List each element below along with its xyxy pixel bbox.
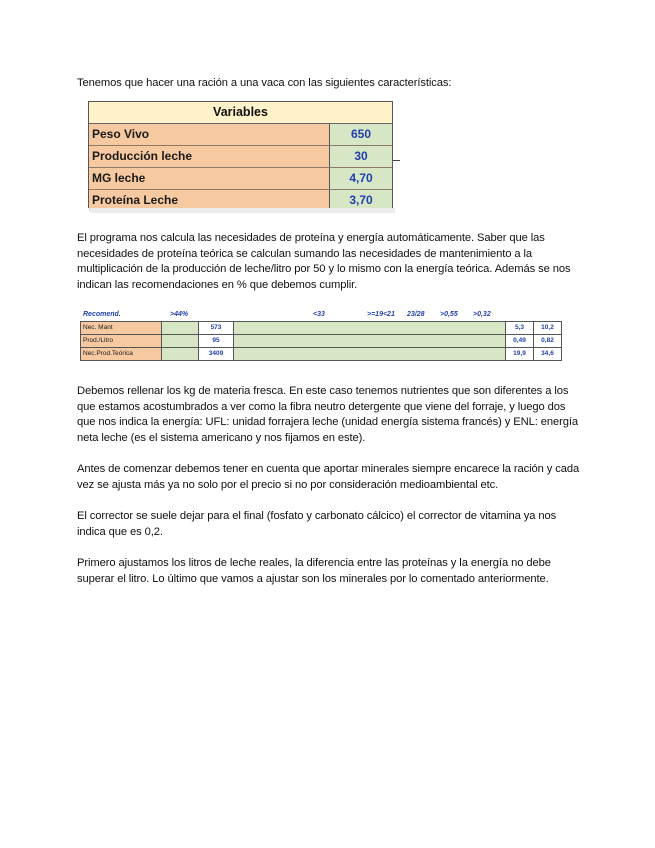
rec-header-v5: >0,32 [473, 311, 491, 318]
row-value: 3409 [199, 348, 234, 360]
paragraph-1: El programa nos calcula las necesidades de proteína y energía automáticamente. Saber que las necesidades de proteína teórica se calculan sumando las necesidades de mantenimiento a la multiplicación de la producción de leche/litro por 50 y lo mismo con la energía teórica. Además se nos indican las recomendaciones en % que debemos cumplir. [77, 232, 571, 291]
rec-header-v4: >0,55 [440, 311, 458, 318]
empty-cell [162, 348, 199, 360]
row-value: 573 [199, 322, 234, 334]
row-energy-2: 10,2 [534, 322, 562, 334]
empty-cell [234, 335, 506, 347]
row-label: Prod./Litro [80, 335, 162, 347]
empty-cell [234, 348, 506, 360]
row-label: Peso Vivo [89, 124, 330, 145]
recommendations-table [80, 321, 562, 359]
row-label: Nec.Prod.Teórica [80, 348, 162, 360]
rec-header-v2: >=19<21 [367, 311, 395, 318]
paragraph-5: Primero ajustamos los litros de leche reales, la diferencia entre las proteínas y la energía no debe superar el litro. Lo último que vamos a ajustar son los minerales por lo comentado anteriormente. [77, 557, 551, 585]
row-value: 3,70 [330, 190, 392, 211]
table-row [89, 146, 392, 168]
row-value: 30 [330, 146, 392, 167]
row-label: Proteína Leche [89, 190, 330, 211]
table-row [80, 335, 562, 348]
empty-cell [162, 322, 199, 334]
intro-text: Tenemos que hacer una ración a una vaca con las siguientes características: [77, 77, 452, 89]
row-energy-1: 19,9 [506, 348, 534, 360]
row-label: MG leche [89, 168, 330, 189]
table-row [80, 322, 562, 335]
row-label: Producción leche [89, 146, 330, 167]
paragraph-2: Debemos rellenar los kg de materia fresca. En este caso tenemos nutrientes que son diferentes a los que estamos acostumbrados a ver como la fibra neutro detergente que viene del forraje, y luego dos que nos indica la energía: UFL: unidad forrajera leche (unidad energía sistema francés) y ENL: energía neta leche (es el sistema americano y nos fijamos en este). [77, 385, 578, 444]
empty-cell [234, 322, 506, 334]
table-row [89, 168, 392, 190]
row-value: 95 [199, 335, 234, 347]
row-value: 650 [330, 124, 392, 145]
table-shadow [90, 208, 395, 213]
paragraph-3: Antes de comenzar debemos tener en cuenta que aportar minerales siempre encarece la ración y cada vez se ajusta más ya no solo por el precio si no por consideración medioambiental etc. [77, 463, 580, 491]
row-value: 4,70 [330, 168, 392, 189]
table-row [80, 348, 562, 361]
empty-cell [162, 335, 199, 347]
rec-header-v3: 23/28 [407, 311, 425, 318]
row-label: Nec. Mant [80, 322, 162, 334]
table-row [89, 124, 392, 146]
rec-header-v1: <33 [313, 311, 325, 318]
rec-header-pct: >44% [170, 311, 189, 318]
paragraph-4: El corrector se suele dejar para el final (fosfato y carbonato cálcico) el corrector de vitamina ya nos indica que es 0,2. [77, 510, 557, 538]
variables-header: Variables [89, 102, 392, 124]
row-energy-2: 0,82 [534, 335, 562, 347]
row-energy-1: 5,3 [506, 322, 534, 334]
variables-table [88, 101, 393, 208]
connector-line [393, 160, 400, 161]
row-energy-1: 0,49 [506, 335, 534, 347]
rec-header-label: Recomend. [83, 311, 121, 318]
row-energy-2: 34,6 [534, 348, 562, 360]
